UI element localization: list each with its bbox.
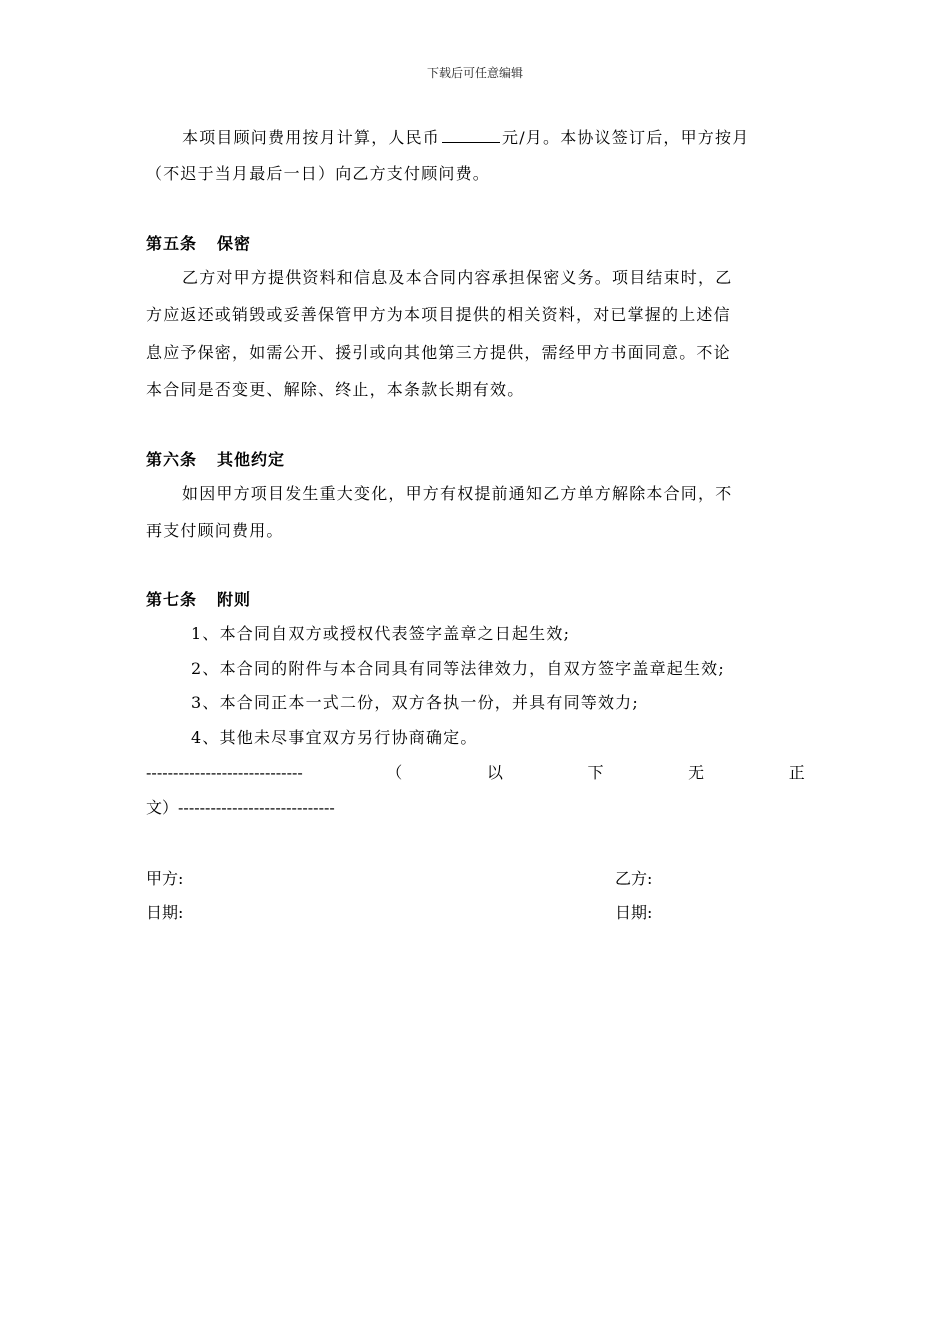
article-7-number: 第七条: [146, 590, 198, 609]
end-marker-line-2: 文）-----------------------------: [146, 798, 335, 817]
end-marker-char-4: 无: [688, 763, 706, 782]
end-marker-char-3: 下: [587, 763, 605, 782]
fee-amount-blank: [442, 127, 500, 143]
article-6-line-2: 再支付顾问费用。: [146, 521, 284, 540]
article-6-title: 其他约定: [217, 450, 286, 469]
article-5-title: 保密: [217, 234, 252, 253]
fee-paragraph-line-2: （不迟于当月最后一日）向乙方支付顾问费。: [146, 164, 491, 183]
end-marker-dashes: -----------------------------: [146, 763, 303, 782]
end-marker-char-1: （: [386, 763, 404, 782]
fee-paragraph-line-1: [146, 127, 806, 148]
article-5-line-4: 本合同是否变更、解除、终止，本条款长期有效。: [146, 380, 525, 399]
article-5-line-2: 方应返还或销毁或妥善保管甲方为本项目提供的相关资料，对已掌握的上述信: [146, 305, 731, 324]
page-header-note: 下载后可任意编辑: [426, 66, 523, 80]
article-7-item-1: 1、本合同自双方或授权代表签字盖章之日起生效;: [191, 624, 571, 643]
article-7-title: 附则: [217, 590, 252, 609]
article-7-item-4: 4、其他未尽事宜双方另行协商确定。: [191, 728, 478, 747]
end-marker-line-1: [146, 763, 806, 783]
party-a-label: 甲方:: [146, 869, 184, 888]
article-5-line-3: 息应予保密，如需公开、援引或向其他第三方提供，需经甲方书面同意。不论: [146, 343, 731, 362]
party-b-date-label: 日期:: [615, 903, 653, 922]
end-marker-char-5: 正: [788, 763, 806, 782]
party-a-date-label: 日期:: [146, 903, 184, 922]
article-7-heading: [146, 590, 806, 610]
article-6-line-1: 如因甲方项目发生重大变化，甲方有权提前通知乙方单方解除本合同，不: [182, 484, 733, 503]
article-5-number: 第五条: [146, 234, 198, 253]
fee-text-b: 元/月。本协议签订后，甲方按月: [502, 128, 750, 147]
article-7-item-3: 3、本合同正本一式二份，双方各执一份，并具有同等效力;: [191, 693, 639, 712]
party-b-label: 乙方:: [615, 869, 653, 888]
fee-text-a: 本项目顾问费用按月计算，人民币: [182, 128, 441, 147]
end-marker-char-2: 以: [486, 763, 505, 782]
article-5-line-1: 乙方对甲方提供资料和信息及本合同内容承担保密义务。项目结束时，乙: [182, 268, 733, 287]
article-6-heading: [146, 450, 806, 470]
article-6-number: 第六条: [146, 450, 198, 469]
article-7-item-2: 2、本合同的附件与本合同具有同等法律效力，自双方签字盖章起生效;: [191, 659, 725, 678]
article-5-heading: [146, 234, 806, 254]
